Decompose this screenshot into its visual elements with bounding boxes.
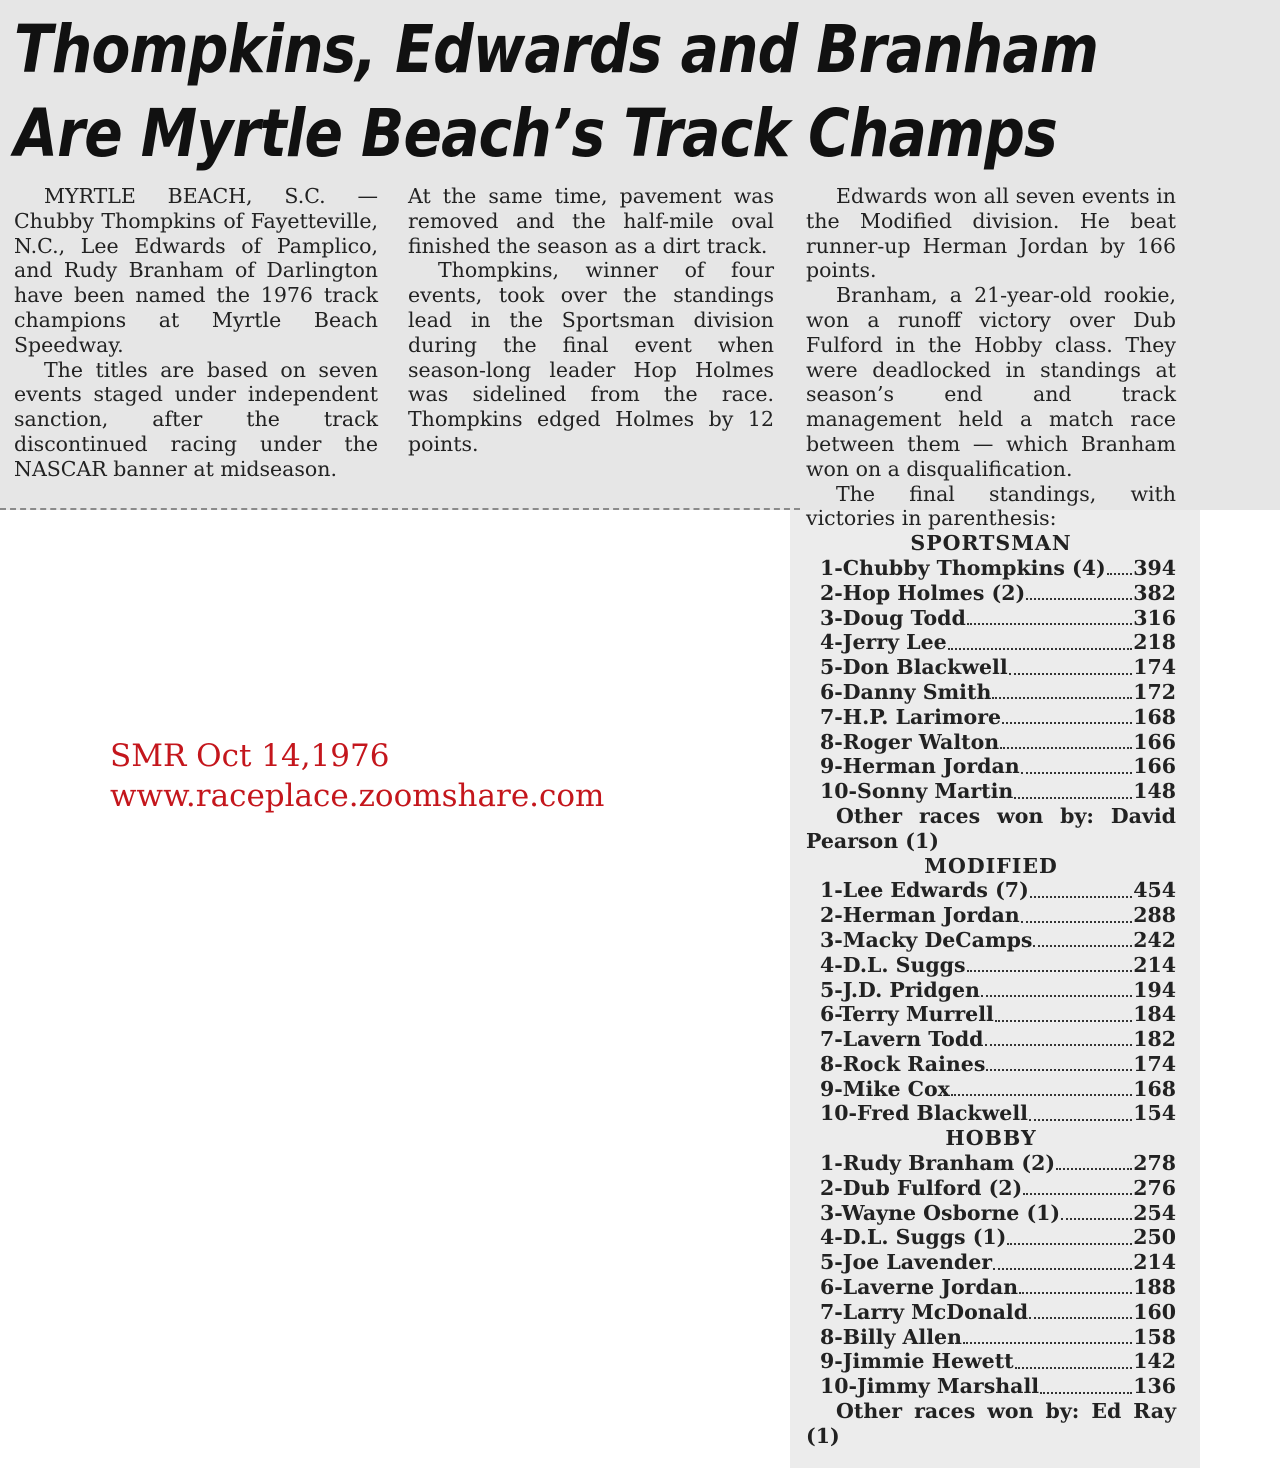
driver-points: 254: [1133, 1200, 1176, 1225]
standings-row: [806, 1077, 1176, 1102]
driver-name: 4-Jerry Lee: [820, 630, 947, 655]
sportsman-standings: [806, 556, 1176, 804]
standings-row: [806, 1176, 1176, 1201]
driver-name: 8-Rock Raines: [820, 1051, 986, 1076]
standings-row: [806, 556, 1176, 581]
standings-row: [806, 1300, 1176, 1325]
driver-name: 7-Larry McDonald: [820, 1299, 1029, 1324]
sportsman-other-winners: Other races won by: David Pearson (1): [806, 803, 1176, 853]
dot-leader: [995, 1020, 1132, 1022]
column-divider: [0, 508, 800, 510]
standings-row: [806, 1027, 1176, 1052]
standings-row: [806, 1101, 1176, 1126]
driver-points: 214: [1133, 1250, 1176, 1275]
driver-name: 1-Rudy Branham (2): [820, 1151, 1056, 1176]
standings-row: [806, 581, 1176, 606]
driver-points: 316: [1133, 605, 1176, 630]
dot-leader: [985, 1044, 1133, 1046]
driver-points: 142: [1133, 1349, 1176, 1374]
dot-leader: [1021, 921, 1133, 923]
driver-name: 9-Mike Cox: [820, 1076, 950, 1101]
article-paragraph: At the same time, pavement was removed and the half-mile oval finished the season as a dirt track.: [408, 184, 774, 258]
hobby-standings: [806, 1151, 1176, 1399]
dot-leader: [1026, 598, 1132, 600]
driver-points: 194: [1133, 977, 1176, 1002]
dot-leader: [948, 648, 1133, 650]
dot-leader: [1056, 1168, 1132, 1170]
driver-points: 158: [1133, 1324, 1176, 1349]
standings-row: [806, 1225, 1176, 1250]
standings-row: [806, 754, 1176, 779]
driver-points: 278: [1133, 1151, 1176, 1176]
driver-name: 1-Chubby Thompkins (4): [820, 555, 1106, 580]
driver-name: 3-Doug Todd: [820, 605, 966, 630]
dot-leader: [1061, 1218, 1132, 1220]
dot-leader: [1007, 1243, 1132, 1245]
standings-row: [806, 730, 1176, 755]
driver-name: 7-H.P. Larimore: [820, 704, 1002, 729]
standings-row: [806, 903, 1176, 928]
dot-leader: [1021, 772, 1133, 774]
driver-name: 4-D.L. Suggs (1): [820, 1225, 1007, 1250]
driver-name: 1-Lee Edwards (7): [820, 878, 1029, 903]
standings-row: [806, 978, 1176, 1003]
driver-points: 218: [1133, 630, 1176, 655]
driver-name: 6-Laverne Jordan: [820, 1275, 1019, 1300]
standings-row: [806, 1250, 1176, 1275]
article-paragraph: Thompkins, winner of four events, took over the standings lead in the Sportsman division during the final event when season-long leader Hop Holmes was sidelined from the race. Thompkins edged Holmes by 12 points.: [408, 258, 774, 456]
driver-name: 10-Jimmy Marshall: [820, 1374, 1040, 1399]
modified-standings: [806, 878, 1176, 1126]
driver-points: 454: [1133, 878, 1176, 903]
dot-leader: [1029, 1317, 1132, 1319]
headline: [14, 8, 1098, 176]
driver-name: 9-Jimmie Hewett: [820, 1349, 1014, 1374]
driver-name: 9-Herman Jordan: [820, 754, 1020, 779]
standings-row: [806, 655, 1176, 680]
headline-line-2: Are Myrtle Beach’s Track Champs: [14, 95, 1057, 172]
standings-row: [806, 1201, 1176, 1226]
driver-points: 242: [1133, 927, 1176, 952]
article-column-1: [14, 184, 378, 482]
driver-points: 154: [1133, 1101, 1176, 1126]
standings-row: [806, 953, 1176, 978]
standings-row: [806, 680, 1176, 705]
driver-points: 288: [1133, 903, 1176, 928]
article-paragraph: The titles are based on seven events staged under independent sanction, after the track discontinued racing under the NASCAR banner at midseason.: [14, 357, 378, 481]
hobby-other-winners: Other races won by: Ed Ray (1): [806, 1399, 1176, 1448]
driver-points: 166: [1133, 729, 1176, 754]
article-paragraph: Branham, a 21-year-old rookie, won a runoff victory over Dub Fulford in the Hobby class. They were deadlocked in standings at season’s end and track management held a match race between them — which Branham won on a disqualification.: [806, 283, 1176, 481]
standings-row: [806, 1325, 1176, 1350]
driver-points: 168: [1133, 1076, 1176, 1101]
article-paragraph: MYRTLE BEACH, S.C. — Chubby Thompkins of Fayetteville, N.C., Lee Edwards of Pamplico, and Rudy Branham of Darlington have been named the 1976 track champions at Myrtle Beach Speedway.: [14, 184, 378, 357]
dot-leader: [951, 1094, 1132, 1096]
driver-name: 5-J.D. Pridgen: [820, 977, 980, 1002]
standings-row: [806, 630, 1176, 655]
driver-points: 188: [1133, 1275, 1176, 1300]
dot-leader: [1019, 1292, 1132, 1294]
driver-name: 5-Joe Lavender: [820, 1250, 993, 1275]
article-column-3: [806, 184, 1176, 1449]
dot-leader: [986, 1069, 1132, 1071]
standings-row: [806, 1374, 1176, 1399]
source-url: www.raceplace.zoomshare.com: [110, 778, 605, 814]
driver-points: 382: [1133, 580, 1176, 605]
dot-leader: [1107, 573, 1132, 575]
driver-name: 7-Lavern Todd: [820, 1027, 984, 1052]
dot-leader: [1000, 747, 1132, 749]
dot-leader: [967, 970, 1133, 972]
driver-points: 182: [1133, 1027, 1176, 1052]
modified-heading: MODIFIED: [924, 853, 1058, 878]
driver-name: 8-Roger Walton: [820, 729, 1000, 754]
driver-name: 3-Macky DeCamps: [820, 927, 1033, 952]
driver-name: 2-Hop Holmes (2): [820, 580, 1026, 605]
hobby-heading: HOBBY: [945, 1126, 1037, 1151]
standings-row: [806, 1052, 1176, 1077]
dot-leader: [1040, 1392, 1132, 1394]
source-stamp: [110, 736, 604, 816]
dot-leader: [1029, 1119, 1132, 1121]
driver-name: 8-Billy Allen: [820, 1324, 962, 1349]
standings-row: [806, 1349, 1176, 1374]
standings-row: [806, 606, 1176, 631]
dot-leader: [992, 697, 1132, 699]
dot-leader: [993, 1268, 1132, 1270]
driver-name: 2-Dub Fulford (2): [820, 1175, 1023, 1200]
driver-points: 174: [1133, 1051, 1176, 1076]
dot-leader: [1002, 722, 1132, 724]
driver-points: 172: [1133, 679, 1176, 704]
dot-leader: [1015, 1367, 1133, 1369]
dot-leader: [1023, 1193, 1132, 1195]
standings-row: [806, 779, 1176, 804]
dot-leader: [963, 1342, 1132, 1344]
driver-points: 168: [1133, 704, 1176, 729]
driver-name: 3-Wayne Osborne (1): [820, 1200, 1061, 1225]
driver-name: 2-Herman Jordan: [820, 903, 1020, 928]
dot-leader: [967, 623, 1132, 625]
dot-leader: [981, 995, 1132, 997]
driver-points: 166: [1133, 754, 1176, 779]
article-paragraph: Edwards won all seven events in the Modified division. He beat runner-up Herman Jordan by 166 points.: [806, 184, 1176, 283]
article-column-2: [408, 184, 774, 457]
driver-points: 250: [1133, 1225, 1176, 1250]
driver-name: 6-Danny Smith: [820, 679, 992, 704]
headline-line-1: Thompkins, Edwards and Branham: [14, 11, 1099, 88]
driver-points: 136: [1133, 1374, 1176, 1399]
driver-points: 148: [1133, 779, 1176, 804]
driver-points: 184: [1133, 1002, 1176, 1027]
source-date: SMR Oct 14,1976: [110, 738, 390, 774]
dot-leader: [1014, 797, 1132, 799]
dot-leader: [1033, 945, 1132, 947]
driver-points: 214: [1133, 952, 1176, 977]
driver-name: 10-Sonny Martin: [820, 779, 1014, 804]
driver-points: 276: [1133, 1175, 1176, 1200]
standings-row: [806, 928, 1176, 953]
driver-points: 160: [1133, 1299, 1176, 1324]
driver-points: 394: [1133, 555, 1176, 580]
driver-name: 4-D.L. Suggs: [820, 952, 966, 977]
standings-row: [806, 878, 1176, 903]
driver-name: 5-Don Blackwell: [820, 655, 1008, 680]
standings-row: [806, 705, 1176, 730]
dot-leader: [1009, 673, 1133, 675]
standings-row: [806, 1275, 1176, 1300]
dot-leader: [1030, 896, 1132, 898]
driver-name: 10-Fred Blackwell: [820, 1101, 1028, 1126]
article-paragraph: The final standings, with victories in parenthesis:: [806, 481, 1176, 531]
driver-name: 6-Terry Murrell: [820, 1002, 994, 1027]
sportsman-heading: SPORTSMAN: [910, 531, 1072, 556]
standings-row: [806, 1002, 1176, 1027]
standings-row: [806, 1151, 1176, 1176]
driver-points: 174: [1133, 655, 1176, 680]
